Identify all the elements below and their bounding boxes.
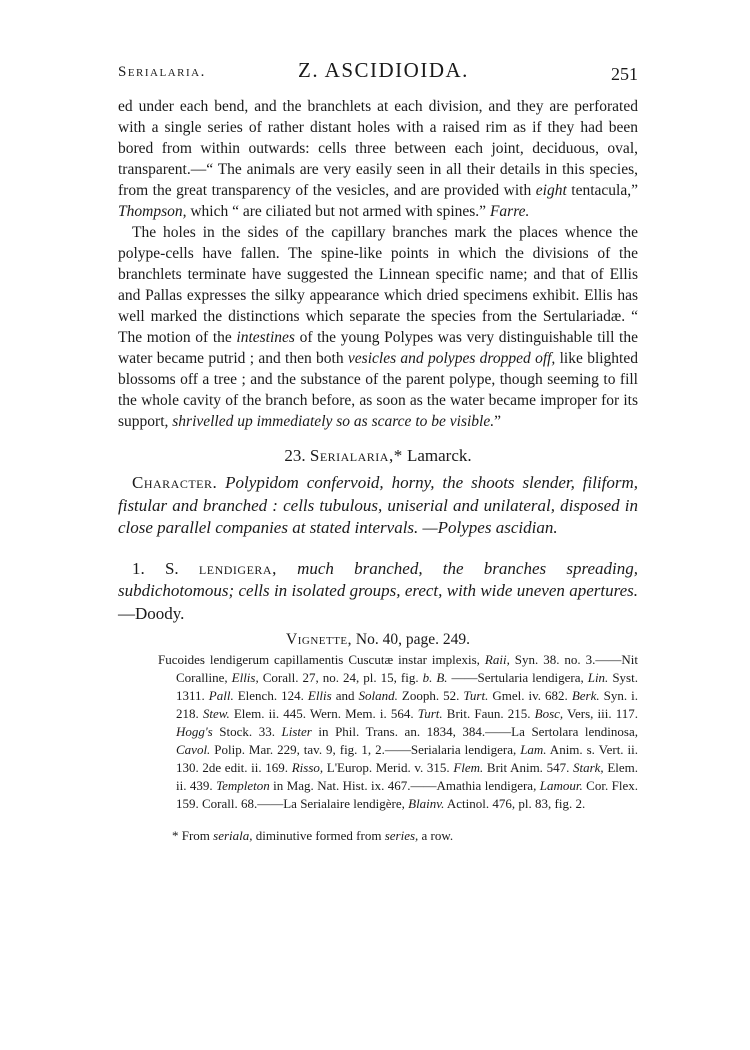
synonymy-text: Zooph. 52. xyxy=(397,688,464,703)
vignette-reference: Vignette, No. 40, page. 249. xyxy=(286,631,470,648)
synonymy-authority: Ellis, xyxy=(231,670,259,685)
synonymy-authority: Raii, xyxy=(484,652,510,667)
synonymy-text: Corall. 27, no. 24, pl. 15, fig. xyxy=(258,670,423,685)
synonymy-text: Elem. ii. 445. Wern. Mem. i. 564. xyxy=(229,706,418,721)
paragraph-holes: The holes in the sides of the capillary branches mark the places whence the polype-cells have fallen. The spine-like points in which the divisions of the branchlets terminate have suggested the Linnean specific name; and that of Ellis and Pallas expresses the silky appearance which dried specimens exhibit. Ellis has well marked the distinctions which separate the species from the Sertulariadæ. “ The motion of the intestines of the young Polypes was very distinguishable till the water became putrid ; and then both vesicles and polypes dropped off, like blighted blossoms off a tree ; and the substance of the parent polype, though seeming to fill the whole cavity of the branch before, as soon as the water became improper for its support, shrivelled up immediately so as scarce to be visible.” xyxy=(118,224,638,430)
running-title-order: Z. ASCIDIOIDA. xyxy=(298,58,469,82)
synonymy-text: in Phil. Trans. an. 1834, 384.——La Sertolara lendinosa, xyxy=(311,724,638,739)
synonymy-text: Anim. s. Vert. ii. 130. 2de edit. ii. 169. xyxy=(176,742,638,775)
synonymy-authority: Flem. xyxy=(453,760,484,775)
synonymy-authority: Lamour. xyxy=(539,778,583,793)
synonymy-authority: Bosc, xyxy=(534,706,564,721)
synonymy-authority: Ellis xyxy=(307,688,332,703)
synonymy-text: Syn. 38. no. 3.——Nit Coralline, xyxy=(176,652,639,685)
synonymy-authority: Stew. xyxy=(202,706,230,721)
synonymy-text: Syn. i. 218. xyxy=(176,688,639,721)
footnote: * From seriala, diminutive formed from series, a row. xyxy=(172,828,454,843)
synonymy-authority: Risso, xyxy=(291,760,324,775)
running-header xyxy=(118,58,638,86)
synonymy-authority: Pall. xyxy=(208,688,234,703)
synonymy-authority: Lam. xyxy=(520,742,547,757)
synonymy-authority: Templeton xyxy=(216,778,270,793)
paragraph-continuation: ed under each bend, and the branchlets at each division, and they are perforated with a single series of rather distant holes with a raised rim as if they had been bored from within outwards: cells three between each joint, deciduous, oval, transparent.—“ The animals are very easily seen in all their details in this species, from the great transparency of the vesicles, and are provided with eight tentacula,” Thompson, which “ are ciliated but not armed with spines.” Farre. xyxy=(118,98,639,220)
page-number: 251 xyxy=(611,64,638,84)
synonymy-authority: Berk. xyxy=(571,688,600,703)
synonymy-text: ——Sertularia lendigera, xyxy=(447,670,588,685)
synonymy-text: Polip. Mar. 229, tav. 9, fig. 1, 2.——Serialaria lendigera, xyxy=(210,742,521,757)
genus-character: Character. Polypidom confervoid, horny, the shoots slender, filiform, fistular and branched : cells tubulous, uniserial and unilateral, disposed in close parallel companies at stated intervals. —Polypes ascidian. xyxy=(118,473,639,537)
synonymy-authority: Lister xyxy=(281,724,312,739)
synonymy-authority: Soland. xyxy=(358,688,398,703)
synonymy-text: Cor. Flex. 159. Corall. 68.——La Serialaire lendigère, xyxy=(176,778,638,811)
synonymy-block xyxy=(158,651,638,813)
genus-heading: 23. Serialaria,* Lamarck. xyxy=(284,446,472,465)
synonymy-text: Brit Anim. 547. xyxy=(483,760,573,775)
synonymy-text: Fucoides lendigerum capillamentis Cuscutæ instar implexis, xyxy=(158,652,485,667)
synonymy-authority: Cavol. xyxy=(176,742,211,757)
synonymy-text: Brit. Faun. 215. xyxy=(442,706,535,721)
synonymy-authority: Blainv. xyxy=(408,796,445,811)
synonymy-text: Syst. 1311. xyxy=(176,670,638,703)
species-entry: 1. S. lendigera, much branched, the branches spreading, subdichotomous; cells in isolated groups, erect, with wide uneven apertures.—Doody. xyxy=(118,558,638,623)
synonymy-text: Actinol. 476, pl. 83, fig. 2. xyxy=(444,796,586,811)
synonymy-authority: Turt. xyxy=(417,706,443,721)
synonymy-authority: Stark, xyxy=(572,760,604,775)
synonymy-text: Gmel. iv. 682. xyxy=(488,688,572,703)
synonymy-text: and xyxy=(331,688,359,703)
synonymy-text: Elench. 124. xyxy=(233,688,308,703)
synonymy-authority: b. B. xyxy=(422,670,448,685)
synonymy-text: L'Europ. Merid. v. 315. xyxy=(323,760,454,775)
synonymy-authority: Hogg's xyxy=(176,724,213,739)
synonymy-authority: Lin. xyxy=(587,670,609,685)
synonymy-text: Vers, iii. 117. xyxy=(563,706,638,721)
running-title-genus: Serialaria. xyxy=(118,64,206,80)
synonymy-text: Elem. ii. 439. xyxy=(176,760,638,793)
synonymy-text: Stock. 33. xyxy=(212,724,282,739)
synonymy-authority: Turt. xyxy=(463,688,489,703)
synonymy-text: in Mag. Nat. Hist. ix. 467.——Amathia lendigera, xyxy=(269,778,540,793)
page-body xyxy=(118,96,638,845)
